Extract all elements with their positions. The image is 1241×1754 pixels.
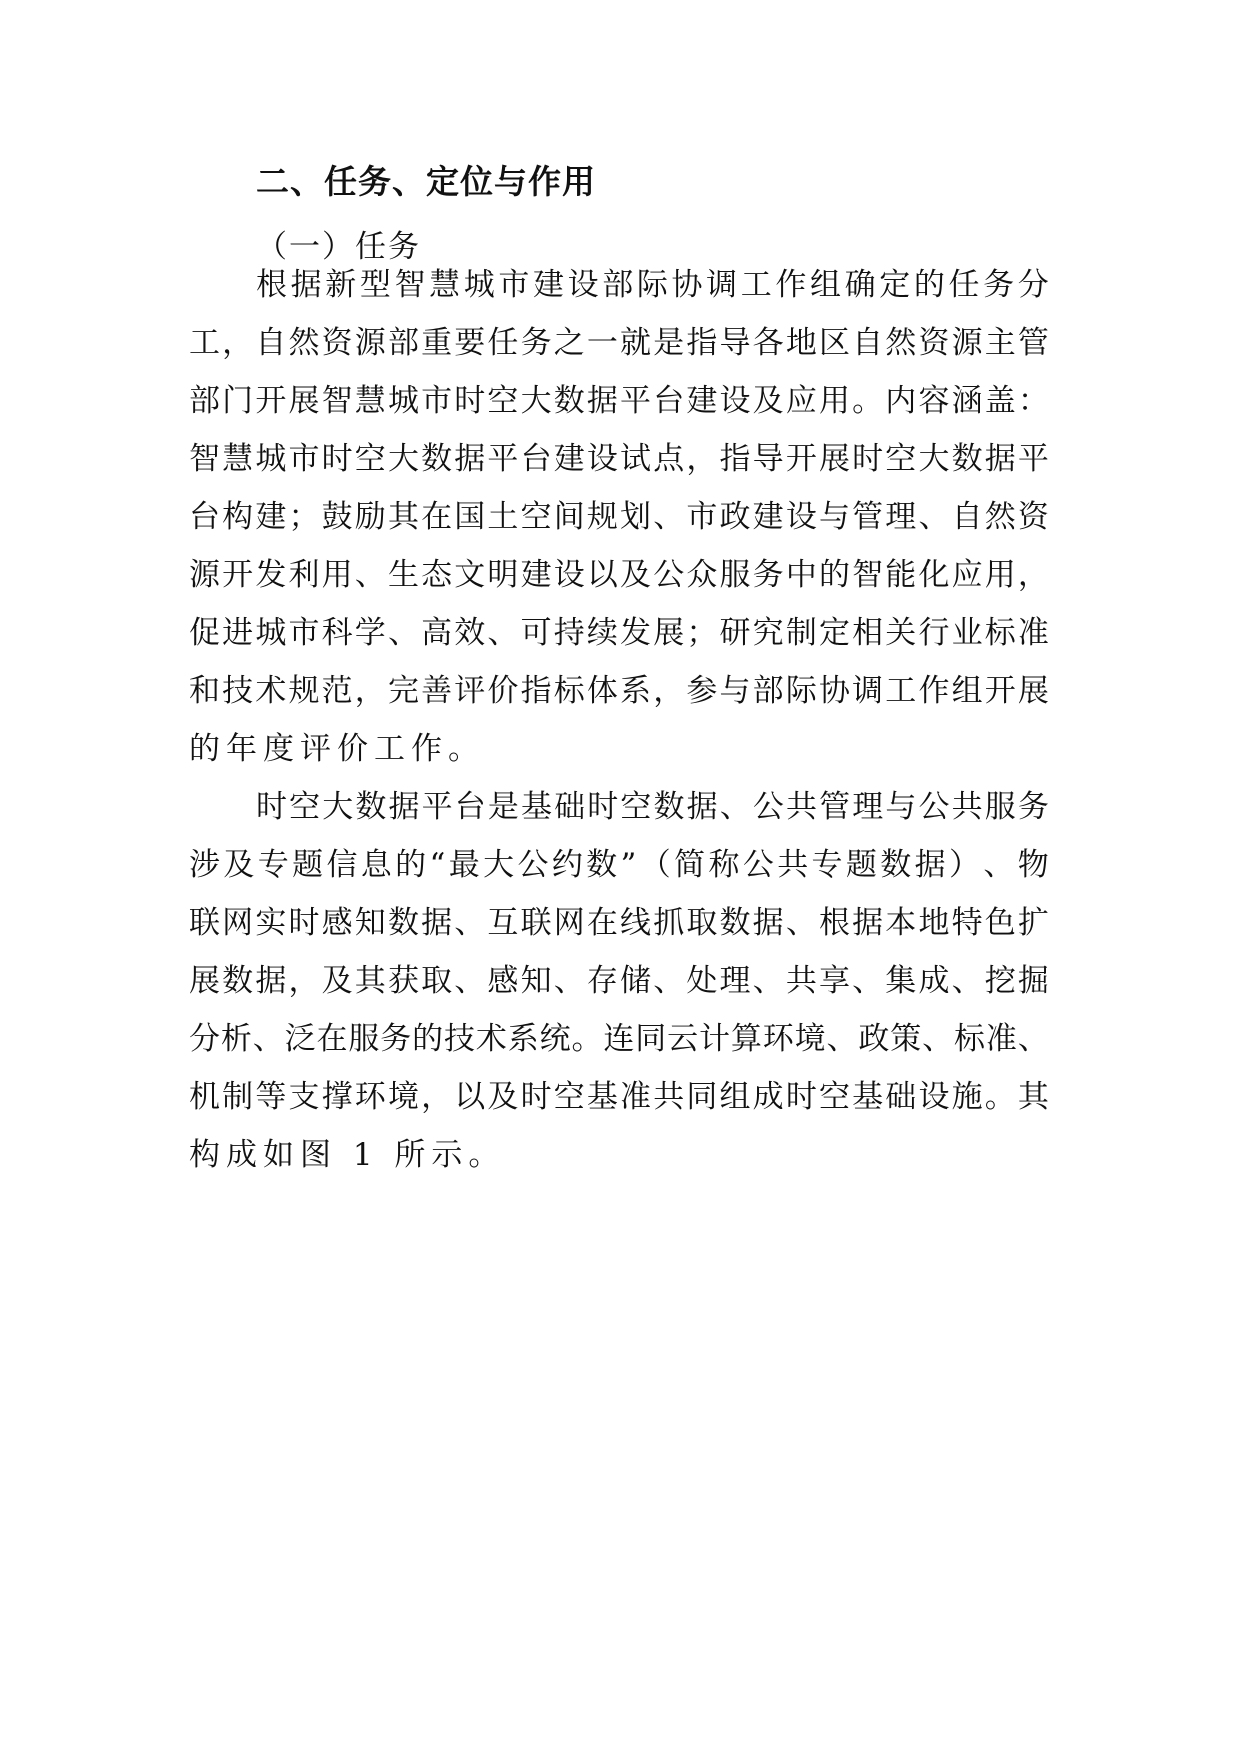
paragraph-line: 构成如图 1 所示。 <box>189 1137 506 1173</box>
paragraph-line: 部 门 开 展 智 慧 城 市 时 空 大 数 据 平 台 建 设 及 应 用 。 内 容 涵 盖 ： <box>189 383 1049 419</box>
paragraph-line: 工 ， 自 然 资 源 部 重 要 任 务 之 一 就 是 指 导 各 地 区 自 然 资 源 主 管 <box>189 325 1049 361</box>
subsection-heading: （一）任务 <box>256 229 421 265</box>
paragraph-line: 涉 及 专 题 信 息 的 “ 最 大 公 约 数 ” （ 简 称 公 共 专 题 数 据 ） 、 物 <box>189 847 1049 883</box>
paragraph-line: 展 数 据 ， 及 其 获 取 、 感 知 、 存 储 、 处 理 、 共 享 、 集 成 、 挖 掘 <box>189 963 1049 999</box>
paragraph-line: 联 网 实 时 感 知 数 据 、 互 联 网 在 线 抓 取 数 据 、 根 据 本 地 特 色 扩 <box>189 905 1049 941</box>
paragraph-line: 和 技 术 规 范 ， 完 善 评 价 指 标 体 系 ， 参 与 部 际 协 调 工 作 组 开 展 <box>189 673 1049 709</box>
paragraph-line: 时 空 大 数 据 平 台 是 基 础 时 空 数 据 、 公 共 管 理 与 公 共 服 务 <box>256 789 1049 825</box>
section-heading: 二、任务、定位与作用 <box>256 162 596 201</box>
paragraph-line: 根 据 新 型 智 慧 城 市 建 设 部 际 协 调 工 作 组 确 定 的 任 务 分 <box>256 267 1049 303</box>
paragraph-line: 促 进 城 市 科 学 、 高 效 、 可 持 续 发 展 ； 研 究 制 定 相 关 行 业 标 准 <box>189 615 1049 651</box>
paragraph-line: 智 慧 城 市 时 空 大 数 据 平 台 建 设 试 点 ， 指 导 开 展 时 空 大 数 据 平 <box>189 441 1049 477</box>
paragraph-line: 机 制 等 支 撑 环 境 ， 以 及 时 空 基 准 共 同 组 成 时 空 基 础 设 施 。 其 <box>189 1079 1049 1115</box>
paragraph-line: 台 构 建 ； 鼓 励 其 在 国 土 空 间 规 划 、 市 政 建 设 与 管 理 、 自 然 资 <box>189 499 1049 535</box>
paragraph-line: 分 析 、 泛 在 服 务 的 技 术 系 统 。 连 同 云 计 算 环 境 、 政 策 、 标 准 、 <box>189 1021 1049 1057</box>
paragraph-line: 源 开 发 利 用 、 生 态 文 明 建 设 以 及 公 众 服 务 中 的 智 能 化 应 用 ， <box>189 557 1049 593</box>
paragraph-line: 的年度评价工作。 <box>189 731 485 767</box>
